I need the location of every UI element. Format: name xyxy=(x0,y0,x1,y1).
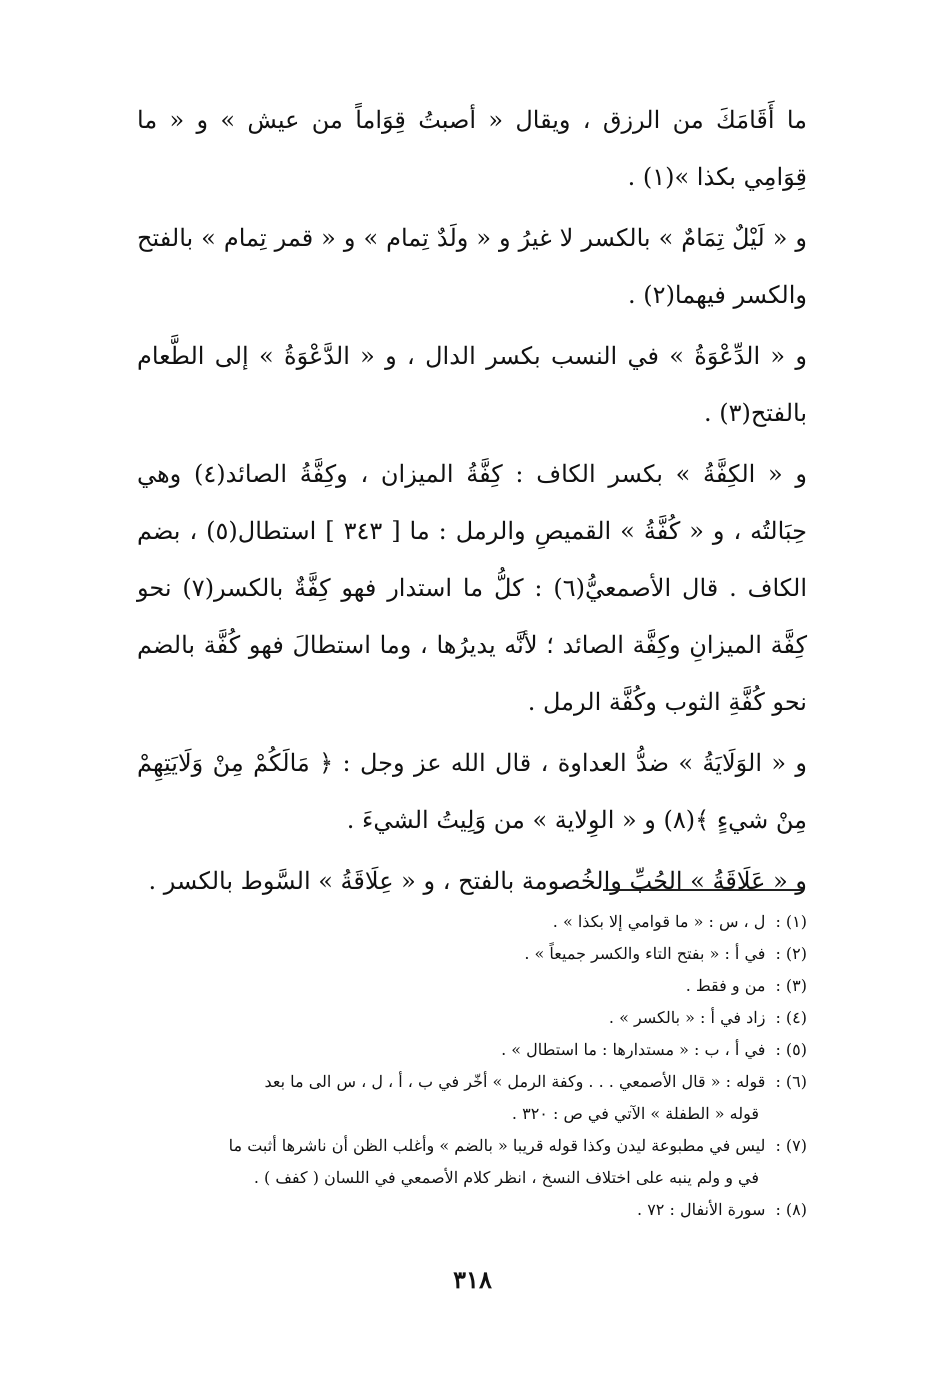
footnote-2 xyxy=(137,938,807,970)
footnote-number: (٨) : xyxy=(775,1200,807,1219)
footnote-divider xyxy=(603,889,803,891)
paragraph-2: و « لَيْلٌ تِمَامٌ » بالكسر لا غيرُ و « ولَدٌ تِمام » و « قمر تِمام » بالفتح والكسر فيهما(٢) . xyxy=(137,224,807,309)
paragraph-4: و « الكِفَّةُ » بكسر الكاف : كِفَّةُ الميزان ، وكِفَّةُ الصائد(٤) وهي حِبَالتُه ، و « كُفَّةُ » القميصِ والرمل : ما [ ٣٤٣ ] استطال(٥) ، بضم الكاف . قال الأصمعيُّ(٦) : كلُّ ما استدار فهو كِفَّةٌ بالكسر(٧) نحو كِفَّة الميزانِ وكِفَّة الصائد ؛ لأنَّه يديرُها ، وما استطالَ فهو كُفَّة بالضم نحو كُفَّةِ الثوب وكُفَّة الرمل . xyxy=(137,460,808,716)
footnote-6 xyxy=(137,1066,807,1098)
footnote-1 xyxy=(137,906,807,938)
page-number: ٣١٨ xyxy=(453,1265,492,1294)
footnote-number: (٣) : xyxy=(775,976,807,995)
footnote-number: (٤) : xyxy=(775,1008,807,1027)
footnote-text: في أ ، ب : « مستدارها : ما استطال » . xyxy=(501,1040,766,1059)
footnote-number: (٢) : xyxy=(775,944,807,963)
main-text xyxy=(137,92,807,914)
footnote-number: (١) : xyxy=(775,912,807,931)
footnote-7-continuation: في و ولم ينبه على اختلاف النسخ ، انظر كلام الأصمعي في اللسان ( كفف ) . xyxy=(253,1168,759,1187)
footnote-number: (٧) : xyxy=(775,1136,807,1155)
footnote-3 xyxy=(137,970,807,1002)
footnote-text: ل ، س : « ما قوامي إلا بكذا » . xyxy=(552,912,766,931)
footnote-6-continuation: قوله « الطفلة » الآتي في ص : ٣٢٠ . xyxy=(511,1104,759,1123)
footnote-text: في أ : « بفتح التاء والكسر جميعاً » . xyxy=(524,944,766,963)
paragraph-6: و « عَلَاقَةُ » الحُبِّ والخُصومة بالفتح ، و « عِلَاقَةُ » السَّوط بالكسر . xyxy=(148,867,807,895)
footnote-7 xyxy=(137,1130,807,1162)
footnote-number: (٦) : xyxy=(775,1072,807,1091)
footnote-text: ليس في مطبوعة ليدن وكذا قوله قريبا « بالضم » وأغلب الظن أن ناشرها أثبت ما xyxy=(228,1136,766,1155)
footnote-text: من و فقط . xyxy=(685,976,766,995)
footnotes xyxy=(137,906,807,1226)
paragraph-3: و « الدِّعْوَةُ » في النسب بكسر الدال ، و « الدَّعْوَةُ » إلى الطَّعام بالفتح(٣) . xyxy=(137,342,807,427)
footnote-text: سورة الأنفال : ٧٢ . xyxy=(637,1200,766,1219)
footnote-4 xyxy=(137,1002,807,1034)
footnote-8 xyxy=(137,1194,807,1226)
paragraph-1: ما أَقَامَكَ من الرزق ، ويقال « أصبتُ قِوَاماً من عيش » و « ما قِوَامِي بكذا »(١) . xyxy=(137,106,807,191)
paragraph-5: و « الوَلَايَةُ » ضدُّ العداوة ، قال الله عز وجل : ﴿ مَالَكُمْ مِنْ وَلَايَتِهِمْ مِنْ شيءٍ ﴾(٨) و « الوِلاية » من وَلِيتُ الشيءَ . xyxy=(137,749,807,834)
footnote-5 xyxy=(137,1034,807,1066)
footnote-text: قوله : « قال الأصمعي . . . وكفة الرمل » أخّر في ب ، أ ، ل ، س الى ما بعد xyxy=(264,1072,766,1091)
footnote-text: زاد في أ : « بالكسر » . xyxy=(608,1008,766,1027)
footnote-number: (٥) : xyxy=(775,1040,807,1059)
